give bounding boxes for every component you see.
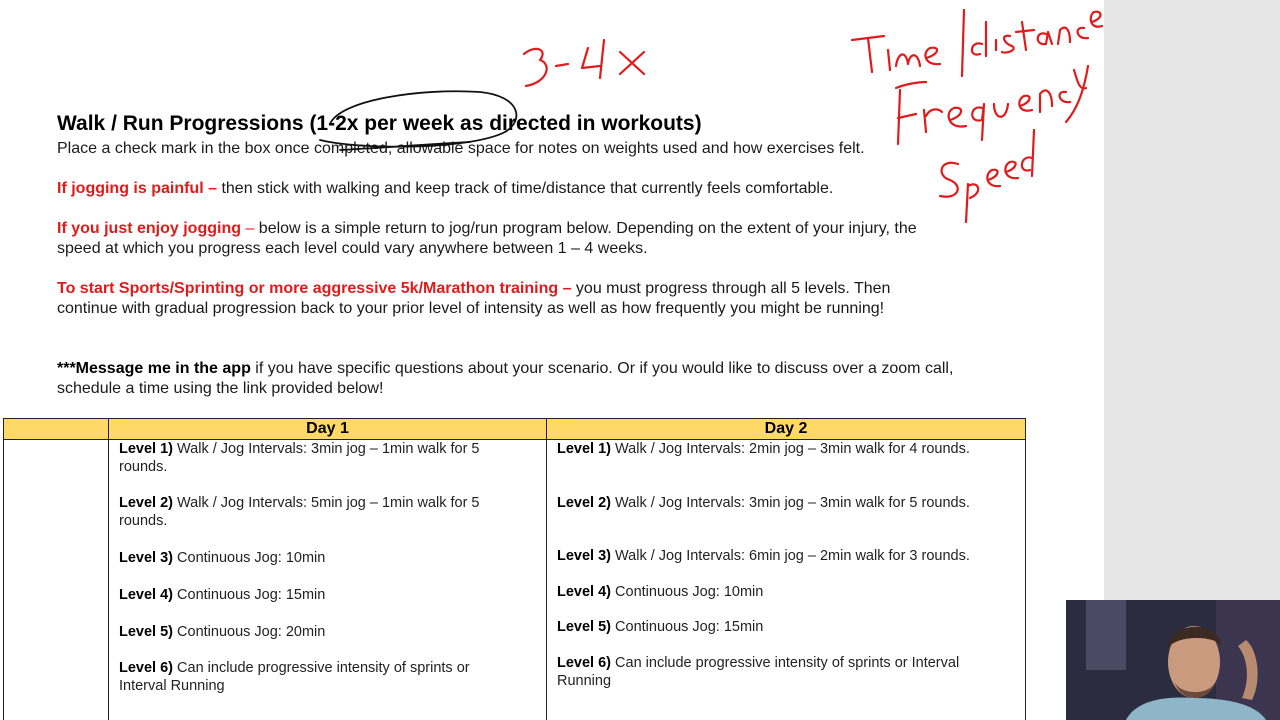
presenter-video (1066, 600, 1280, 720)
level-label: Level 1) (557, 441, 611, 457)
handwriting-frequency (896, 66, 1088, 144)
level-label: Level 4) (557, 584, 611, 600)
level-text: Walk / Jog Intervals: 5min jog – 1min walk for 5 rounds. (119, 495, 480, 529)
level-text: Walk / Jog Intervals: 3min jog – 3min walk for 5 rounds. (611, 495, 970, 511)
level-label: Level 1) (119, 441, 173, 457)
day1-level-1 (119, 440, 519, 476)
day2-level-4 (557, 583, 1007, 601)
day1-level-3 (119, 549, 519, 567)
table-header-row (4, 419, 1026, 440)
level-label: Level 3) (119, 550, 173, 566)
enjoy-label: If you just enjoy jogging (57, 220, 241, 237)
message-text: if you have specific questions about your scenario. Or if you would like to discuss over a zoom call, schedule a time using the link provided below! (57, 360, 954, 397)
level-label: Level 2) (557, 495, 611, 511)
level-label: Level 6) (119, 660, 173, 676)
handwriting-3-4x (524, 40, 644, 86)
enjoy-dash: – (241, 220, 255, 237)
enjoy-text: below is a simple return to jog/run program below. Depending on the extent of your injury, the speed at which you progress each level could vary anywhere between 1 – 4 weeks. (57, 220, 917, 257)
webcam-overlay (1066, 600, 1280, 720)
day2-level-2 (557, 494, 1007, 512)
level-text: Can include progressive intensity of sprints or Interval Running (119, 660, 470, 694)
handwriting-time-distance (852, 10, 1102, 76)
level-label: Level 3) (557, 548, 611, 564)
sports-label: To start Sports/Sprinting or more aggressive 5k/Marathon training – (57, 280, 572, 297)
day1-level-2 (119, 494, 519, 530)
level-text: Continuous Jog: 10min (173, 550, 326, 566)
intro-text: Place a check mark in the box once completed, allowable space for notes on weights used and how exercises felt. (57, 140, 865, 157)
painful-paragraph (57, 179, 957, 199)
level-label: Level 2) (119, 495, 173, 511)
level-label: Level 5) (557, 619, 611, 635)
header-blank (4, 419, 109, 440)
level-label: Level 5) (119, 624, 173, 640)
day1-level-4 (119, 586, 519, 604)
level-label: Level 6) (557, 655, 611, 671)
message-label: ***Message me in the app (57, 360, 251, 377)
checkbox-cell[interactable] (4, 440, 109, 720)
sports-paragraph (57, 279, 947, 319)
day2-level-5 (557, 618, 1007, 636)
day2-level-1 (557, 440, 1007, 458)
level-text: Continuous Jog: 15min (611, 619, 764, 635)
level-text: Can include progressive intensity of sprints or Interval Running (557, 655, 960, 689)
intro-paragraph (57, 139, 957, 159)
level-text: Continuous Jog: 20min (173, 624, 326, 640)
level-text: Continuous Jog: 10min (611, 584, 764, 600)
day1-level-5 (119, 623, 519, 641)
day2-level-6 (557, 654, 1007, 690)
level-text: Walk / Jog Intervals: 2min jog – 3min walk for 4 rounds. (611, 441, 970, 457)
sports-text: you must progress through all 5 levels. Then continue with gradual progression back to your prior level of intensity as well as how frequently you might be running! (57, 280, 891, 317)
day1-level-6 (119, 659, 519, 695)
message-paragraph (57, 359, 957, 399)
enjoy-paragraph (57, 219, 957, 259)
level-text: Continuous Jog: 15min (173, 587, 326, 603)
level-text: Walk / Jog Intervals: 3min jog – 1min walk for 5 rounds. (119, 441, 480, 475)
level-text: Walk / Jog Intervals: 6min jog – 2min walk for 3 rounds. (611, 548, 970, 564)
page-title: Walk / Run Progressions (1-2x per week as directed in workouts) (57, 112, 702, 135)
painful-label: If jogging is painful – (57, 180, 217, 197)
day2-level-3 (557, 547, 1007, 565)
header-day-2: Day 2 (547, 419, 1026, 440)
header-day-1: Day 1 (109, 419, 547, 440)
painful-text: then stick with walking and keep track of time/distance that currently feels comfortable. (217, 180, 834, 197)
level-label: Level 4) (119, 587, 173, 603)
